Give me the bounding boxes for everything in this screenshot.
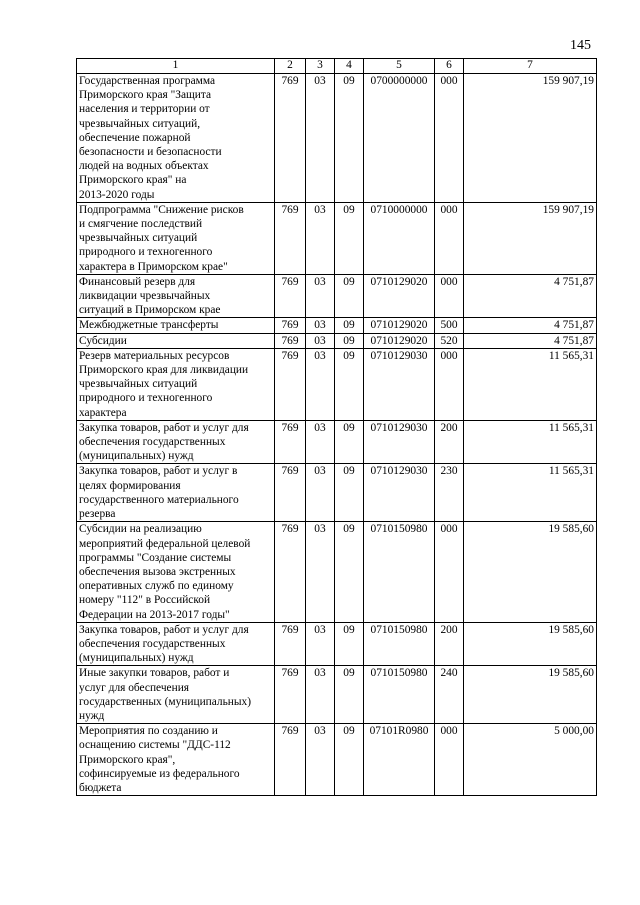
- cell-csr: 0710129030: [364, 420, 435, 464]
- row-name: Закупка товаров, работ и услуг в целях формирования государственного материального резерва: [77, 464, 275, 522]
- row-name: Подпрограмма "Снижение рисков и смягчение последствий чрезвычайных ситуаций природного и техногенного характера в Приморском крае": [77, 202, 275, 274]
- cell-sum: 19 585,60: [464, 522, 597, 622]
- cell-vr: 000: [435, 724, 464, 796]
- cell-csr: 0710129030: [364, 348, 435, 420]
- cell-pr: 09: [335, 420, 364, 464]
- cell-sum: 4 751,87: [464, 274, 597, 318]
- row-name: Мероприятия по созданию и оснащению системы "ДДС-112 Приморского края", софинсируемые из федерального бюджета: [77, 724, 275, 796]
- cell-vr: 000: [435, 348, 464, 420]
- cell-vr: 000: [435, 202, 464, 274]
- cell-sum: 159 907,19: [464, 202, 597, 274]
- cell-ved: 769: [275, 724, 306, 796]
- cell-sum: 11 565,31: [464, 420, 597, 464]
- cell-csr: 0710000000: [364, 202, 435, 274]
- cell-csr: 0710129020: [364, 333, 435, 348]
- cell-ved: 769: [275, 522, 306, 622]
- row-name: Закупка товаров, работ и услуг для обеспечения государственных (муниципальных) нужд: [77, 420, 275, 464]
- column-header: 4: [335, 59, 364, 74]
- cell-vr: 200: [435, 420, 464, 464]
- cell-sum: 19 585,60: [464, 666, 597, 724]
- cell-ved: 769: [275, 202, 306, 274]
- row-name: Финансовый резерв для ликвидации чрезвычайных ситуаций в Приморском крае: [77, 274, 275, 318]
- table-row: [77, 622, 597, 666]
- cell-rz: 03: [306, 464, 335, 522]
- cell-ved: 769: [275, 464, 306, 522]
- cell-rz: 03: [306, 202, 335, 274]
- cell-vr: 000: [435, 522, 464, 622]
- cell-pr: 09: [335, 464, 364, 522]
- table-row: [77, 666, 597, 724]
- table-row: [77, 724, 597, 796]
- column-header: 6: [435, 59, 464, 74]
- cell-rz: 03: [306, 348, 335, 420]
- cell-sum: 4 751,87: [464, 333, 597, 348]
- cell-sum: 11 565,31: [464, 348, 597, 420]
- cell-pr: 09: [335, 622, 364, 666]
- cell-vr: 000: [435, 74, 464, 203]
- row-name: Межбюджетные трансферты: [77, 318, 275, 333]
- cell-rz: 03: [306, 333, 335, 348]
- cell-ved: 769: [275, 318, 306, 333]
- cell-csr: 0710129020: [364, 274, 435, 318]
- cell-ved: 769: [275, 420, 306, 464]
- cell-sum: 5 000,00: [464, 724, 597, 796]
- cell-pr: 09: [335, 666, 364, 724]
- row-name: Закупка товаров, работ и услуг для обеспечения государственных (муниципальных) нужд: [77, 622, 275, 666]
- cell-rz: 03: [306, 274, 335, 318]
- cell-ved: 769: [275, 348, 306, 420]
- column-header: 7: [464, 59, 597, 74]
- column-header: 1: [77, 59, 275, 74]
- cell-rz: 03: [306, 522, 335, 622]
- header-row: [77, 59, 597, 74]
- cell-ved: 769: [275, 274, 306, 318]
- row-name: Резерв материальных ресурсов Приморского края для ликвидации чрезвычайных ситуаций природного и техногенного характера: [77, 348, 275, 420]
- cell-vr: 230: [435, 464, 464, 522]
- row-name: Иные закупки товаров, работ и услуг для обеспечения государственных (муниципальных) нужд: [77, 666, 275, 724]
- cell-pr: 09: [335, 274, 364, 318]
- cell-vr: 520: [435, 333, 464, 348]
- cell-pr: 09: [335, 74, 364, 203]
- cell-pr: 09: [335, 202, 364, 274]
- column-header: 2: [275, 59, 306, 74]
- row-name: Государственная программа Приморского края "Защита населения и территории от чрезвычайных ситуаций, обеспечение пожарной безопасности и безопасности людей на водных объектах Приморского края" на 2013-2020 годы: [77, 74, 275, 203]
- cell-csr: 0710129030: [364, 464, 435, 522]
- row-name: Субсидии на реализацию мероприятий федеральной целевой программы "Создание системы обеспечения вызова экстренных оперативных служб по единому номеру "112" в Российской Федерации на 2013-2017 годы": [77, 522, 275, 622]
- table-row: [77, 318, 597, 333]
- table-row: [77, 74, 597, 203]
- cell-sum: 4 751,87: [464, 318, 597, 333]
- cell-pr: 09: [335, 348, 364, 420]
- cell-csr: 0700000000: [364, 74, 435, 203]
- cell-pr: 09: [335, 333, 364, 348]
- cell-csr: 0710150980: [364, 522, 435, 622]
- cell-csr: 0710150980: [364, 622, 435, 666]
- cell-rz: 03: [306, 724, 335, 796]
- cell-csr: 0710150980: [364, 666, 435, 724]
- cell-vr: 240: [435, 666, 464, 724]
- cell-rz: 03: [306, 666, 335, 724]
- table-row: [77, 333, 597, 348]
- cell-csr: 0710129020: [364, 318, 435, 333]
- cell-sum: 19 585,60: [464, 622, 597, 666]
- cell-ved: 769: [275, 74, 306, 203]
- row-name: Субсидии: [77, 333, 275, 348]
- table-row: [77, 202, 597, 274]
- cell-pr: 09: [335, 724, 364, 796]
- page-number: 145: [570, 38, 591, 53]
- cell-ved: 769: [275, 666, 306, 724]
- table-row: [77, 522, 597, 622]
- cell-ved: 769: [275, 333, 306, 348]
- cell-pr: 09: [335, 522, 364, 622]
- budget-table: [76, 58, 597, 796]
- cell-vr: 000: [435, 274, 464, 318]
- cell-sum: 11 565,31: [464, 464, 597, 522]
- cell-ved: 769: [275, 622, 306, 666]
- table-row: [77, 420, 597, 464]
- cell-vr: 500: [435, 318, 464, 333]
- table-row: [77, 348, 597, 420]
- cell-rz: 03: [306, 622, 335, 666]
- cell-rz: 03: [306, 318, 335, 333]
- cell-sum: 159 907,19: [464, 74, 597, 203]
- table-row: [77, 464, 597, 522]
- cell-rz: 03: [306, 420, 335, 464]
- cell-csr: 07101R0980: [364, 724, 435, 796]
- cell-vr: 200: [435, 622, 464, 666]
- column-header: 3: [306, 59, 335, 74]
- column-header: 5: [364, 59, 435, 74]
- cell-rz: 03: [306, 74, 335, 203]
- table-row: [77, 274, 597, 318]
- cell-pr: 09: [335, 318, 364, 333]
